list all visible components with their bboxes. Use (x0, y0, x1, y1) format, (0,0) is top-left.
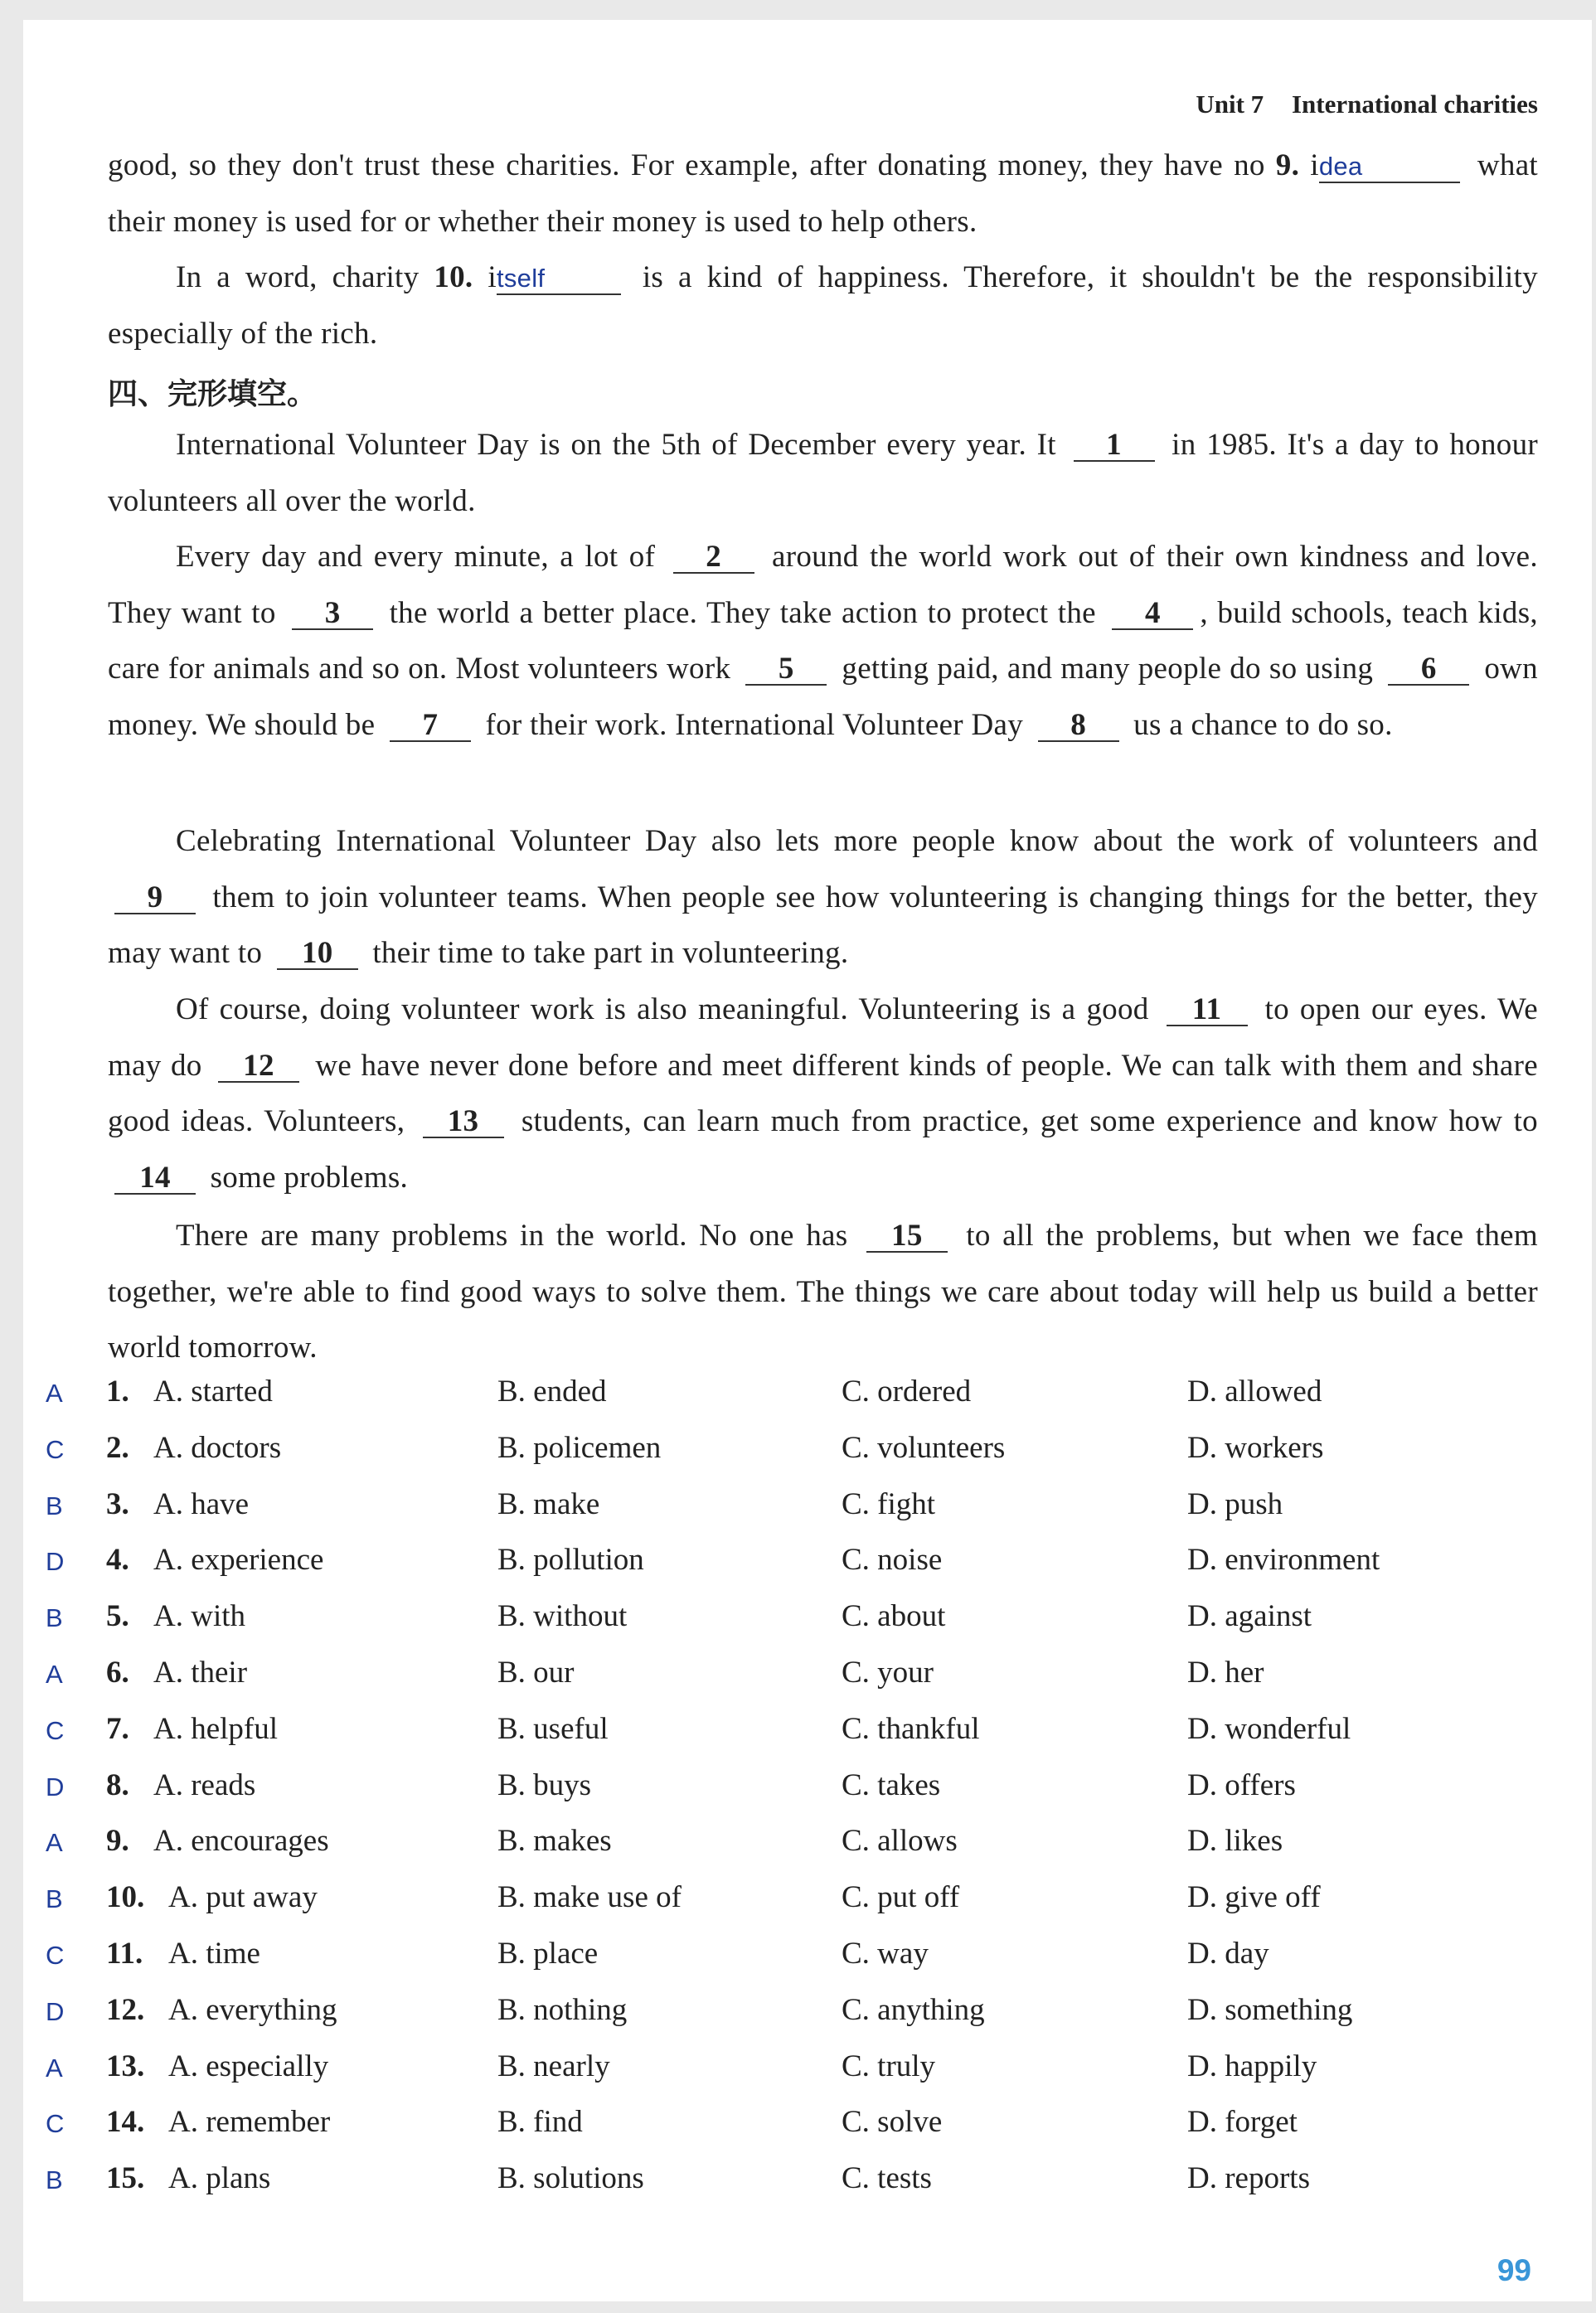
question-row: D 12. A. everything B. nothing C. anything D. something (46, 1992, 1353, 2027)
question-row: B 15. A. plans B. solutions C. tests D. reports (46, 2161, 1310, 2196)
blank-2[interactable]: 2 (673, 542, 754, 574)
option-d[interactable]: D. environment (1187, 1543, 1380, 1578)
option-c[interactable]: C. thankful (842, 1711, 980, 1746)
option-c[interactable]: C. fight (842, 1486, 936, 1521)
question-row: B 3. A. have B. make C. fight D. push (46, 1486, 1283, 1521)
question-row: A 6. A. their B. our C. your D. her (46, 1655, 1264, 1690)
handwritten-answer: C (46, 1715, 65, 1745)
option-d[interactable]: D. reports (1187, 2161, 1310, 2196)
option-c[interactable]: C. solve (842, 2105, 943, 2140)
option-c[interactable]: C. anything (842, 1992, 985, 2027)
option-d[interactable]: D. happily (1187, 2049, 1317, 2083)
blank-9[interactable]: 9 (114, 883, 196, 914)
option-a[interactable]: A. their (153, 1655, 248, 1690)
handwritten-answer: C (46, 2109, 65, 2139)
question-row: D 4. A. experience B. pollution C. noise D. environment (46, 1543, 1380, 1578)
question-row: B 5. A. with B. without C. about D. against (46, 1599, 1312, 1634)
question-row: C 2. A. doctors B. policemen C. volunteers D. workers (46, 1430, 1324, 1465)
answer-blank-10[interactable]: tself (497, 263, 621, 295)
option-a[interactable]: A. reads (153, 1767, 256, 1802)
handwritten-answer: B (46, 2165, 63, 2195)
blank-1[interactable]: 1 (1074, 430, 1155, 462)
handwritten-answer: B (46, 1603, 63, 1633)
option-b[interactable]: B. our (497, 1655, 575, 1690)
blank-3[interactable]: 3 (292, 599, 373, 630)
option-d[interactable]: D. give off (1187, 1880, 1321, 1915)
option-b[interactable]: B. without (497, 1599, 628, 1634)
option-b[interactable]: B. ended (497, 1375, 607, 1409)
blank-10[interactable]: 10 (277, 938, 358, 970)
option-b[interactable]: B. nothing (497, 1992, 628, 2027)
option-c[interactable]: C. noise (842, 1543, 943, 1578)
handwritten-answer: D (46, 1996, 65, 2026)
option-a[interactable]: A. everything (168, 1992, 337, 2027)
option-d[interactable]: D. offers (1187, 1767, 1296, 1802)
option-c[interactable]: C. takes (842, 1767, 941, 1802)
blank-13[interactable]: 13 (423, 1107, 504, 1138)
option-d[interactable]: D. likes (1187, 1824, 1283, 1859)
handwritten-answer: A (46, 1659, 63, 1689)
question-row: A 9. A. encourages B. makes C. allows D. likes (46, 1824, 1283, 1859)
option-d[interactable]: D. her (1187, 1655, 1264, 1690)
option-d[interactable]: D. push (1187, 1486, 1283, 1521)
passage-paragraph-1: International Volunteer Day is on the 5th of December every year. It 1 in 1985. It's a day to honour volunteers all over the world. (108, 428, 1538, 518)
blank-7[interactable]: 7 (390, 710, 471, 742)
option-b[interactable]: B. make use of (497, 1880, 682, 1915)
passage-paragraph-3: Celebrating International Volunteer Day also lets more people know about the work of volunteers and 9 them to join volunteer teams. When people see how volunteering is changing things for the better, they may want to 10 their time to take part in volunteering. (108, 824, 1538, 970)
blank-6[interactable]: 6 (1388, 654, 1469, 686)
option-d[interactable]: D. forget (1187, 2105, 1298, 2140)
prev-paragraph-2: In a word, charity 10. itself is a kind of happiness. Therefore, it shouldn't be the responsibility especially of the rich. (108, 260, 1538, 351)
blank-14[interactable]: 14 (114, 1163, 196, 1195)
blank-5[interactable]: 5 (745, 654, 827, 686)
option-a[interactable]: A. time (168, 1936, 260, 1971)
option-b[interactable]: B. make (497, 1486, 600, 1521)
handwritten-answer: D (46, 1772, 65, 1801)
option-a[interactable]: A. especially (168, 2049, 329, 2083)
option-d[interactable]: D. something (1187, 1992, 1353, 2027)
passage-paragraph-2: Every day and every minute, a lot of 2 around the world work out of their own kindness and love. They want to 3 the world a better place. They take action to protect the 4 , build schools, teach kids, care for animals and so on. Most volunteers work 5 getting paid, and many people do so using 6 own money. We should be 7 for their work. International Volunteer Day 8 us a chance to do so. (108, 540, 1538, 742)
page-number: 99 (1497, 2253, 1531, 2287)
question-row: D 8. A. reads B. buys C. takes D. offers (46, 1767, 1296, 1802)
blank-11[interactable]: 11 (1167, 995, 1248, 1026)
option-d[interactable]: D. against (1187, 1599, 1312, 1634)
handwritten-answer: C (46, 1940, 65, 1970)
option-b[interactable]: B. solutions (497, 2161, 644, 2196)
option-b[interactable]: B. buys (497, 1767, 592, 1802)
handwritten-answer: A (46, 1828, 63, 1858)
option-d[interactable]: D. allowed (1187, 1375, 1322, 1409)
option-a[interactable]: A. encourages (153, 1824, 329, 1859)
blank-4[interactable]: 4 (1112, 599, 1193, 630)
options-list (0, 1374, 1596, 2217)
option-a[interactable]: A. remember (168, 2105, 331, 2140)
option-a[interactable]: A. doctors (153, 1430, 282, 1465)
question-row: A 1. A. started B. ended C. ordered D. allowed (46, 1375, 1322, 1409)
running-header (1174, 90, 1538, 119)
question-row: A 13. A. especially B. nearly C. truly D. happily (46, 2049, 1317, 2083)
blank-8[interactable]: 8 (1038, 710, 1119, 742)
option-a[interactable]: A. with (153, 1599, 245, 1634)
handwritten-answer: D (46, 1547, 65, 1577)
unit-label: Unit 7 (1196, 90, 1264, 119)
option-d[interactable]: D. workers (1187, 1430, 1324, 1465)
option-d[interactable]: D. day (1187, 1936, 1269, 1971)
question-row: B 10. A. put away B. make use of C. put off D. give off (46, 1880, 1321, 1915)
option-b[interactable]: B. pollution (497, 1543, 644, 1578)
option-c[interactable]: C. allows (842, 1824, 958, 1859)
option-a[interactable]: A. started (153, 1375, 273, 1409)
option-a[interactable]: A. have (153, 1486, 250, 1521)
option-b[interactable]: B. makes (497, 1824, 612, 1859)
option-c[interactable]: C. ordered (842, 1375, 972, 1409)
option-b[interactable]: B. place (497, 1936, 599, 1971)
option-c[interactable]: C. put off (842, 1880, 960, 1915)
option-b[interactable]: B. policemen (497, 1430, 662, 1465)
handwritten-answer: C (46, 1434, 65, 1464)
blank-12[interactable]: 12 (218, 1051, 299, 1083)
question-row: C 7. A. helpful B. useful C. thankful D. wonderful (46, 1711, 1351, 1746)
option-c[interactable]: C. way (842, 1936, 929, 1971)
option-c[interactable]: C. about (842, 1599, 946, 1634)
option-b[interactable]: B. nearly (497, 2049, 610, 2083)
option-a[interactable]: A. put away (168, 1880, 318, 1915)
question-row: C 14. A. remember B. find C. solve D. forget (46, 2105, 1298, 2140)
option-a[interactable]: A. helpful (153, 1711, 279, 1746)
section-title: 四、完形填空。 (108, 377, 318, 411)
option-d[interactable]: D. wonderful (1187, 1711, 1351, 1746)
question-row: C 11. A. time B. place C. way D. day (46, 1936, 1269, 1971)
passage-paragraph-5: There are many problems in the world. No one has 15 to all the problems, but when we face them together, we're able to find good ways to solve them. The things we care about today will help us build a better world tomorrow. (108, 1219, 1538, 1365)
option-a[interactable]: A. experience (153, 1543, 324, 1578)
handwritten-answer: A (46, 1379, 63, 1408)
option-c[interactable]: C. your (842, 1655, 934, 1690)
handwritten-answer: B (46, 1491, 63, 1520)
handwritten-answer: B (46, 1884, 63, 1914)
option-c[interactable]: C. volunteers (842, 1430, 1006, 1465)
option-a[interactable]: A. plans (168, 2161, 271, 2196)
blank-15[interactable]: 15 (866, 1221, 948, 1253)
handwritten-answer: A (46, 2053, 63, 2083)
answer-blank-9[interactable]: dea (1319, 151, 1460, 183)
option-b[interactable]: B. useful (497, 1711, 609, 1746)
option-c[interactable]: C. truly (842, 2049, 936, 2083)
option-c[interactable]: C. tests (842, 2161, 932, 2196)
prev-paragraph-1: good, so they don't trust these charities. For example, after donating money, they have no 9. idea what their money is used for or whether their money is used to help others. (108, 148, 1539, 239)
unit-title: International charities (1291, 90, 1538, 119)
option-b[interactable]: B. find (497, 2105, 583, 2140)
passage-paragraph-4: Of course, doing volunteer work is also meaningful. Volunteering is a good 11 to open our eyes. We may do 12 we have never done before and meet different kinds of people. We can talk with them and share good ideas. Volunteers, 13 students, can learn much from practice, get some experience and know how to 14 some problems. (108, 992, 1538, 1195)
